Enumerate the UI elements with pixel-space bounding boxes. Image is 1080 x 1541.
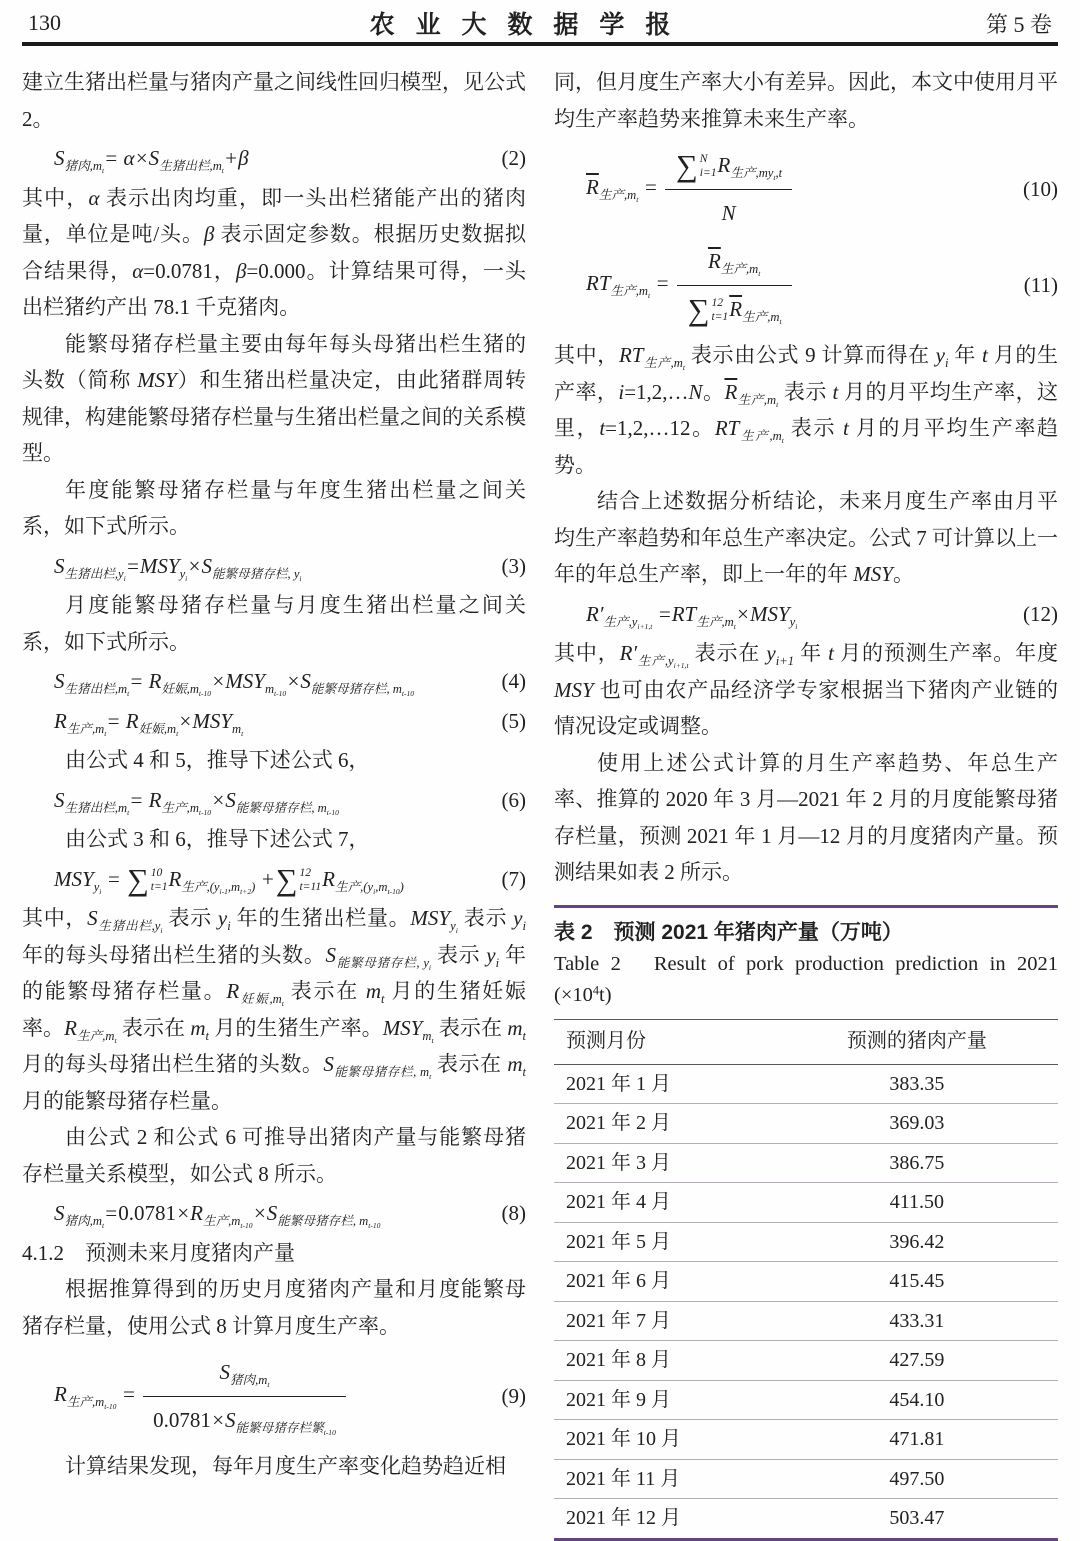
month-cell: 2021 年 10 月 xyxy=(554,1420,776,1460)
month-cell: 2021 年 7 月 xyxy=(554,1301,776,1341)
table-row xyxy=(554,1104,1058,1144)
column-header-value: 预测的猪肉产量 xyxy=(776,1019,1058,1064)
journal-title: 农 业 大 数 据 学 报 xyxy=(369,11,678,39)
formula-11 xyxy=(554,241,1058,329)
month-cell: 2021 年 11 月 xyxy=(554,1459,776,1499)
formula-6-number: (6) xyxy=(501,787,526,812)
two-column-body xyxy=(22,64,1058,1541)
formula-11-number: (11) xyxy=(1023,272,1058,297)
section-heading-4-1-2: 4.1.2 预测未来月度猪肉产量 xyxy=(22,1240,295,1265)
formula-4 xyxy=(22,663,526,700)
formula-4-number: (4) xyxy=(501,669,526,693)
table-row xyxy=(554,1222,1058,1262)
value-cell: 415.45 xyxy=(776,1262,1058,1302)
paragraph-intro: 建立生猪出栏量与猪肉产量之间线性回归模型，见公式 2。 xyxy=(22,70,526,131)
value-cell: 433.31 xyxy=(776,1301,1058,1341)
month-cell: 2021 年 8 月 xyxy=(554,1341,776,1381)
paragraph-derive8: 由公式 2 和公式 6 可推导出猪肉产量与能繁母猪存栏量关系模型，如公式 8 所示。 xyxy=(22,1125,526,1186)
paragraph-usage: 使用上述公式计算的月生产率趋势、年总生产率、推算的 2020 年 3 月—2021 年 2 月的月度能繁母猪存栏量，预测 2021 年 1 月—12 月的月度猪肉产量。预测结果如表 2 所示。 xyxy=(554,750,1058,884)
value-cell: 497.50 xyxy=(776,1459,1058,1499)
table-row xyxy=(554,1499,1058,1538)
formula-3-number: (3) xyxy=(501,553,526,578)
formula-10 xyxy=(554,145,1058,233)
formula-9-body: $R_{生产,m_{t-10}}$ = $\frac{S_{猪肉,m_t}}{0.0781\times S_{能繁母猪存栏繁_{t-10}}}$ xyxy=(54,1352,348,1440)
formula-12-body: $R'_{生产,y_{i+1,t}} =RT_{生产,m_t}\times MSY_{y_i}$ xyxy=(586,601,798,631)
formula-2 xyxy=(22,140,526,177)
formula-3-body: $S_{生猪出栏,y_i}=MSY_{y_i}\times S_{能繁母猪存栏, y_i}$ xyxy=(54,553,302,583)
formula-9 xyxy=(22,1352,526,1440)
formula-7-body: $MSY_{y_i}$ = ∑ 10 t=1 $R_{生产,(y_{i-1},m_{t+2})}$ + ∑ 12 t=11 $R_{生产,(y_i,m_{t-10})}$ xyxy=(54,862,404,897)
table-row xyxy=(554,1143,1058,1183)
paragraph-where7: 其中，$S_{生猪出栏,y_i}$ 表示 $y_i$ 年的生猪出栏量。$MSY_{y_i}$ 表示 $y_i$ 年的每头母猪出栏生猪的头数。$S_{能繁母猪存栏, y_i}$ 表示 $y_i$ 年的能繁母猪存栏量。$R_{妊娠,m_t}$ 表示在 $m_t$ 月的生猪妊娠率。$R_{生产,m_t}$ 表示在 $m_t$ 月的生猪生产率。$MSY_{m_t}$ 表示在 $m_t$ 月的每头母猪出栏生猪的头数。$S_{能繁母猪存栏, m_t}$ 表示在 $m_t$ 月的能繁母猪存栏量。 xyxy=(22,906,527,1113)
header-rule xyxy=(22,42,1058,46)
formula-7 xyxy=(22,861,526,898)
paragraph-derive6: 由公式 4 和 5，推导下述公式 6， xyxy=(65,748,370,772)
formula-6-body: $S_{生猪出栏,m_t}= R_{生产,m_{t-10}}\times S_{能繁母猪存栏, m_{t-10}}$ xyxy=(54,787,339,817)
paragraph-combine: 结合上述数据分析结论，未来月度生产率由月平均生产率趋势和年总生产率决定。公式 7 可计算以上一年的年总生产率，即上一年的年 MSY。 xyxy=(554,489,1058,586)
paragraph-result: 计算结果发现，每年月度生产率变化趋势趋近相 xyxy=(65,1454,507,1478)
prediction-table-head xyxy=(554,1019,1058,1064)
table-row xyxy=(554,1380,1058,1420)
formula-8-body: $S_{猪肉,m_t}=0.0781\times R_{生产,m_{t-10}}\times S_{能繁母猪存栏, m_{t-10}}$ xyxy=(54,1201,381,1231)
formula-10-body: $\overline{R}_{生产,m_t}$ = ∑ N i=1 $R_{生产,my_t,t}$ N xyxy=(586,145,794,233)
formula-12 xyxy=(554,596,1058,633)
month-cell: 2021 年 12 月 xyxy=(566,1507,681,1529)
table-caption-cn: 表 2 预测 2021 年猪肉产量（万吨） xyxy=(554,920,903,944)
month-cell: 2021 年 2 月 xyxy=(554,1104,776,1144)
formula-2-number: (2) xyxy=(501,146,526,170)
formula-11-body: $RT_{生产,m_t}$ = $\overline{R}_{生产,m_t}$ ∑ 12 t=1 $\overline{R}_{生产,m_t}$ xyxy=(586,241,794,329)
month-cell: 2021 年 5 月 xyxy=(554,1222,776,1262)
paragraph-yearly: 年度能繁母猪存栏量与年度生猪出栏量之间关系，如下式所示。 xyxy=(22,477,526,538)
table-row xyxy=(554,1262,1058,1302)
table-row xyxy=(554,1341,1058,1381)
month-cell: 2021 年 1 月 xyxy=(554,1064,776,1104)
value-cell: 383.35 xyxy=(776,1064,1058,1104)
volume-label: 第 5 卷 xyxy=(985,11,1052,37)
value-cell: 471.81 xyxy=(776,1420,1058,1460)
value-cell: 386.75 xyxy=(776,1143,1058,1183)
prediction-table-body xyxy=(554,1064,1058,1538)
table-caption-en: Table 2 Result of pork production prediction in 2021 $(\times 10^4t)$ xyxy=(554,952,1058,1006)
formula-5-body: $R_{生产,m_t}= R_{妊娠,m_t}\times MSY_{m_t}$ xyxy=(54,708,244,738)
table-2 xyxy=(554,905,1058,1541)
table-row xyxy=(554,1183,1058,1223)
paragraph-alpha: 其中，α 表示出肉均重，即一头出栏猪能产出的猪肉量，单位是吨/头。β 表示固定参数。根据历史数据拟合结果得，α=0.0781，β=0.000。计算结果可得，一头出栏猪约产出 78.1 千克猪肉。 xyxy=(22,185,527,319)
value-cell: 369.03 xyxy=(776,1104,1058,1144)
table-row xyxy=(554,1301,1058,1341)
header-row xyxy=(554,1019,1058,1064)
formula-5-number: (5) xyxy=(501,708,526,733)
paragraph-cont: 同，但月度生产率大小有差异。因此，本文中使用月平均生产率趋势来推算未来生产率。 xyxy=(554,70,1058,131)
prediction-table xyxy=(554,1019,1058,1538)
value-cell: 396.42 xyxy=(776,1222,1058,1262)
value-cell: 411.50 xyxy=(776,1183,1058,1223)
left-column xyxy=(22,64,526,1541)
month-cell: 2021 年 3 月 xyxy=(554,1143,776,1183)
paragraph-where12: 其中，$R'_{生产,y_{i+1,t}}$ 表示在 $y_{i+1}$ 年 t 月的预测生产率。年度 MSY 也可由农产品经济学专家根据当下猪肉产业链的情况设定或调整。 xyxy=(554,641,1059,738)
paragraph-where11: 其中，$RT_{生产,m_t}$ 表示由公式 9 计算而得在 $y_i$ 年 t 月的生产率，i=1,2,…N。$\overline{R}_{生产,m_t}$ 表示 t 月的月平均生产率，这里，t=1,2,…12。$RT_{生产,m_t}$ 表示 t 月的月平均生产率趋势。 xyxy=(554,343,1059,477)
paragraph-msy-intro: 能繁母猪存栏量主要由每年每头母猪出栏生猪的头数（简称 MSY）和生猪出栏量决定，由此猪群周转规律，构建能繁母猪存栏量与生猪出栏量之间的关系模型。 xyxy=(22,331,527,465)
column-header-month: 预测月份 xyxy=(554,1019,776,1064)
formula-4-body: $S_{生猪出栏,m_t}= R_{妊娠,m_{t-10}}\times MSY_{m_{t-10}}\times S_{能繁母猪存栏, m_{t-10}}$ xyxy=(54,669,415,699)
value-cell: 427.59 xyxy=(776,1341,1058,1381)
right-column xyxy=(554,64,1058,1541)
paragraph-calc-rate: 根据推算得到的历史月度猪肉产量和月度能繁母猪存栏量，使用公式 8 计算月度生产率。 xyxy=(22,1277,526,1338)
page-number: 130 xyxy=(28,10,61,35)
formula-8-number: (8) xyxy=(501,1201,526,1225)
formula-9-number: (9) xyxy=(501,1383,526,1408)
paragraph-monthly: 月度能繁母猪存栏量与月度生猪出栏量之间关系，如下式所示。 xyxy=(22,593,526,654)
formula-7-number: (7) xyxy=(501,866,526,891)
page-header xyxy=(22,6,1058,40)
paragraph-derive7: 由公式 3 和 6，推导下述公式 7， xyxy=(65,827,370,851)
formula-3 xyxy=(22,548,526,585)
value-cell: 503.47 xyxy=(889,1507,945,1529)
table-row xyxy=(554,1420,1058,1460)
month-cell: 2021 年 4 月 xyxy=(554,1183,776,1223)
value-cell: 454.10 xyxy=(776,1380,1058,1420)
formula-6 xyxy=(22,782,526,819)
formula-12-number: (12) xyxy=(1023,601,1058,626)
table-row xyxy=(554,1064,1058,1104)
formula-2-body: $S_{猪肉,m_t}= \alpha\times S_{生猪出栏,m_t}+\beta$ xyxy=(54,146,249,176)
formula-8 xyxy=(22,1195,526,1232)
formula-5 xyxy=(22,703,526,740)
table-row xyxy=(554,1459,1058,1499)
month-cell: 2021 年 6 月 xyxy=(554,1262,776,1302)
month-cell: 2021 年 9 月 xyxy=(554,1380,776,1420)
formula-10-number: (10) xyxy=(1023,176,1058,201)
